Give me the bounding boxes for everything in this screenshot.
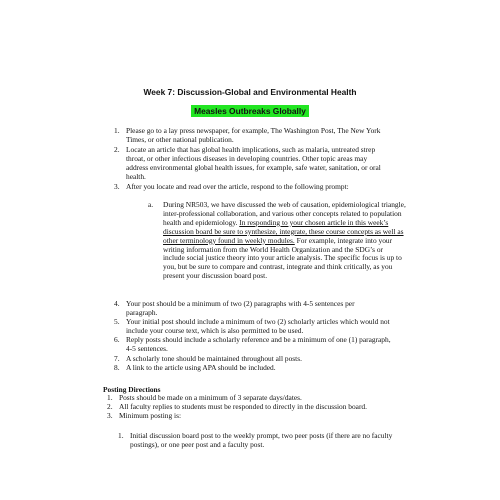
list-number: 6.: [114, 335, 120, 344]
list-text-line: paragraph.: [126, 307, 158, 317]
list-text-line: A link to the article using APA should be included.: [126, 363, 276, 372]
list-text-line: postings), or one peer post and a faculty post.: [130, 439, 265, 449]
list-number: 2.: [114, 145, 120, 154]
list-text-line: health.: [126, 171, 146, 181]
list-text-line: Your post should be a minimum of two (2) paragraphs with 4-5 sentences per: [126, 299, 355, 308]
list-text-line: Initial discussion board post to the weekly prompt, two peer posts (if there are no faculty: [130, 431, 393, 440]
underlined-text: other terminology found in weekly modules.: [163, 235, 295, 245]
sub-item-text: For example, integrate into your: [294, 235, 393, 245]
underlined-text: discussion board be sure to synthesize, integrate, these course concepts as well as: [163, 226, 404, 236]
sub-item-letter: a.: [148, 200, 154, 209]
sub-item-text: health and epidemiology.: [163, 217, 240, 227]
list-text-line: Times, or other national publication.: [126, 134, 234, 144]
list-text-line: Minimum posting is:: [119, 411, 182, 420]
list-number: 3.: [114, 182, 120, 191]
list-text-line: Your initial post should include a minimum of two (2) scholarly articles which would not: [126, 317, 390, 326]
list-number: 8.: [114, 363, 120, 372]
sub-item-line: writing information from the World Health Organization and the SDG’s or: [163, 244, 383, 254]
list-number: 7.: [114, 354, 120, 363]
sub-item-line: you, but be sure to compare and contrast, integrate and think critically, as you: [163, 262, 393, 272]
list-text-line: include your course text, which is also permitted to be used.: [126, 325, 304, 335]
list-text-line: Posts should be made on a minimum of 3 separate days/dates.: [119, 393, 302, 402]
sub-item-line: During NR503, we have discussed the web of causation, epidemiological triangle,: [163, 200, 406, 209]
posting-directions-heading: Posting Directions: [103, 385, 161, 394]
list-text-line: throat, or other infectious diseases in developing countries. Other topic areas may: [126, 153, 368, 163]
list-text-line: All faculty replies to students must be responded to directly in the discussion board.: [119, 402, 367, 411]
list-number: 5.: [114, 317, 120, 326]
subtitle-wrap: [0, 101, 500, 119]
list-number: 4.: [114, 299, 120, 308]
list-text-line: address environmental global health issues, for example, safe water, sanitation, or oral: [126, 162, 381, 172]
list-text-line: 4-5 sentences.: [126, 343, 168, 353]
list-number: 1.: [107, 393, 113, 402]
sub-item-line: inter-professional collaboration, and various other concepts related to population: [163, 208, 402, 218]
list-number: 3.: [107, 411, 113, 420]
list-text-line: A scholarly tone should be maintained throughout all posts.: [126, 354, 302, 363]
list-number: 1.: [114, 126, 120, 135]
sub-item-line: present your discussion board post.: [163, 271, 268, 281]
sub-item-line: include social justice theory into your article analysis. The specific focus is up to: [163, 253, 402, 263]
document-title: Week 7: Discussion-Global and Environmental Health: [143, 87, 357, 97]
list-number: 1.: [118, 431, 124, 440]
underlined-text: In responding to your chosen article in this week’s: [239, 217, 389, 227]
list-text-line: Please go to a lay press newspaper, for example, The Washington Post, The New York: [126, 126, 381, 135]
highlighted-subtitle: Measles Outbreaks Globally: [191, 105, 309, 117]
list-text-line: Reply posts should include a scholarly reference and be a minimum of one (1) paragraph,: [126, 335, 391, 344]
list-text-line: After you locate and read over the article, respond to the following prompt:: [126, 182, 349, 191]
list-number: 2.: [107, 402, 113, 411]
list-text-line: Locate an article that has global health implications, such as malaria, untreated strep: [126, 145, 376, 154]
